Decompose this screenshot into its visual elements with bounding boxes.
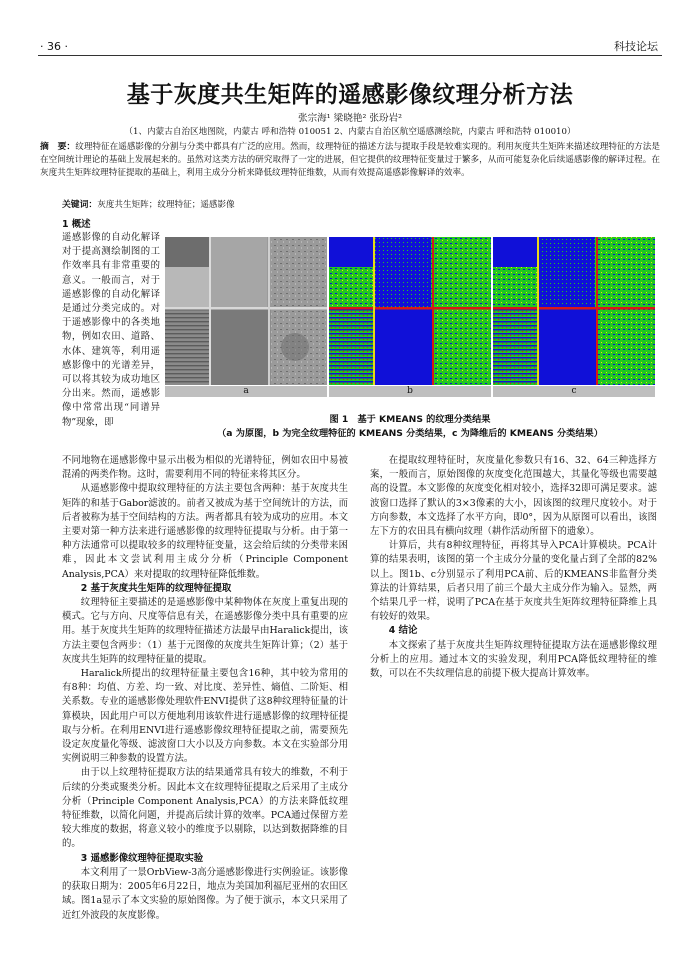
section-2-paragraph-1: 纹理特征主要描述的是遥感影像中某种物体在灰度上重复出现的模式。它与方向、尺度等信息有关，在遥感影像分类中具有重要的应用。基于灰度共生矩阵的纹理特征描述方法最早由Haralick提出，该方法主要包含两步：（1）基于元图像的灰度共生矩阵计算；（2）基于灰度共生矩阵的纹理特征量的提取。 bbox=[62, 597, 348, 665]
header-rule bbox=[38, 55, 662, 56]
section-3-paragraph-2: 在提取纹理特征时，灰度量化参数只有16、32、64三种选择方案，一般而言，原始图像的灰度变化范围越大，其量化等级也需要越高的设置。本文影像的灰度变化相对较小，选择32即可满足要求。滤波窗口选择了默认的3×3像素的大小，因该图的纹理尺度较小。对于方向参数，本文选择了水平方向，即0°，因为从原图可以看出，该图左下方的农田具有横向纹理（耕作活动所留下的遗象）。 bbox=[370, 455, 657, 538]
figure-panel-a-label: a bbox=[165, 386, 327, 397]
section-1-title: 1 概述 bbox=[62, 219, 91, 230]
figure-panel-c-image bbox=[493, 237, 655, 385]
section-2-title: 2 基于灰度共生矩阵的纹理特征提取 bbox=[80, 582, 232, 594]
section-1-paragraph-1-continued: 不同地物在遥感影像中显示出极为相似的光谱特征，例如农田中易被混淆的两类作物。这时，需要利用不同的特征来将其区分。 bbox=[62, 455, 348, 481]
abstract-text: 纹理特征在遥感影像的分割与分类中都具有广泛的应用。然而，纹理特征的描述方法与提取手段是较难实现的。利用灰度共生矩阵来描述纹理特征的方法是在空间统计理论的基础上发展起来的。虽然对这类方法的研究取得了一定的进展，但它提供的纹理特征变量过于繁多，从而可能复杂化后续遥感影像的解译过程。在灰度共生矩阵纹理特征提取的基础上，利用主成分分析来降低纹理特征维数，从而有效提高遥感影像解译的效率。 bbox=[40, 142, 660, 178]
abstract-label: 摘 要： bbox=[40, 142, 76, 152]
keywords bbox=[62, 199, 235, 212]
section-3-paragraph-3: 计算后，共有8种纹理特征，再将其导入PCA计算模块。PCA计算的结果表明，该图的第一个主成分分量的变化量占到了全部的82%以上。图1b、c分别显示了利用PCA前、后的KMEANS非监督分类算法的计算结果，后者只用了前三个最大主成分作为输入。显然，两个结果几乎一样，说明了PCA在基于灰度共生矩阵纹理特征降维上具有较好的效果。 bbox=[370, 540, 657, 623]
keywords-text: 灰度共生矩阵；纹理特征；遥感影像 bbox=[97, 200, 235, 210]
figure-panel-a-image bbox=[165, 237, 327, 385]
figure-caption-subtitle: （a 为原图，b 为完全纹理特征的 KMEANS 分类结果，c 为降维后的 KMEANS 分类结果） bbox=[217, 428, 603, 439]
section-1-paragraph-2: 从遥感影像中提取纹理特征的方法主要包含两种：基于灰度共生矩阵的和基于Gabor滤波的。前者又被成为基于空间统计的方法，而后者被称为基于空间结构的方法。两者都具有较为成功的应用。本文主要对第一种方法来进行遥感影像的纹理特征提取与分析。由于第一种方法通常可以提取较多的纹理特征变量，这会给后续的分类带来困难，因此本文尝试利用主成分分析（Principle Component Analysis,PCA）来对提取的纹理特征降低维数。 bbox=[62, 483, 348, 580]
journal-name: 科技论坛 bbox=[614, 40, 658, 53]
figure-panel-c-label: c bbox=[493, 386, 655, 397]
section-3-title: 3 遥感影像纹理特征提取实验 bbox=[80, 852, 204, 864]
section-1-narrow-text: 遥感影像的自动化解译对于提高测绘制图的工作效率具有非常重要的意义。一般而言，对于遥感影像的自动化解译是通过分类完成的。对于遥感影像中的各类地物，例如农田、道路、水体、建筑等，利用遥感影像中的光谱差异，可以将其较为成功地区分出来。然而，遥感影像中常常出现“同谱异物”现象，即 bbox=[62, 232, 160, 428]
section-2-paragraph-2: Haralick所提出的纹理特征量主要包含16种，其中较为常用的有8种：均值、方差、均一致、对比度、差异性、熵值、二阶矩、相关系数。专业的遥感影像处理软件ENVI提供了这8种纹理特征量的计算模块，因此用户可以方便地利用该软件进行遥感影像的纹理特征提取与分析。在利用ENVI进行遥感影像纹理特征提取之前，需要预先设定灰度量化等级、滤波窗口大小以及方向参数。本文在实验部分用实例说明三种参数的设置方法。 bbox=[62, 668, 348, 765]
section-3-paragraph-1: 本文利用了一景OrbView-3高分遥感影像进行实例验证。该影像的获取日期为：2005年6月22日，地点为美国加利福尼亚州的农田区域。图1a显示了本文实验的原始图像。为了便于演示，本文只采用了近红外波段的灰度影像。 bbox=[62, 866, 348, 921]
left-column bbox=[62, 454, 348, 923]
authors: 张宗海¹ 梁晓艳² 张玢岩² bbox=[298, 113, 402, 124]
section-2-paragraph-3: 由于以上纹理特征提取方法的结果通常具有较大的维数，不利于后续的分类或聚类分析。因此本文在纹理特征提取之后采用了主成分分析（Principle Component Analysis,PCA）的方法来降低纹理特征维数，以简化问题，并提高后续计算的效率。PCA通过保留方差较大维度的数据，将意义较小的维度予以剔除，以达到数据降维的目的。 bbox=[62, 767, 348, 850]
affiliation: （1、内蒙古自治区地图院，内蒙古 呼和浩特 010051 2、内蒙古自治区航空遥感测绘院，内蒙古 呼和浩特 010010） bbox=[124, 127, 576, 137]
section-4-paragraph-1: 本文探索了基于灰度共生矩阵纹理特征提取方法在遥感影像纹理分析上的应用。通过本文的实验发现，利用PCA降低纹理特征的维数，可以在不失纹理信息的前提下极大提高计算效率。 bbox=[370, 639, 657, 680]
page-number: · 36 · bbox=[40, 40, 68, 53]
figure-panel-b-image bbox=[329, 237, 491, 385]
figure-panel-b-label: b bbox=[329, 386, 491, 397]
keywords-label: 关键词： bbox=[62, 200, 98, 210]
article-title: 基于灰度共生矩阵的遥感影像纹理分析方法 bbox=[126, 82, 574, 108]
figure-caption-title: 图 1 基于 KMEANS 的纹理分类结果 bbox=[329, 414, 491, 425]
figure-1 bbox=[165, 237, 655, 397]
section-4-title: 4 结论 bbox=[388, 625, 418, 637]
abstract bbox=[40, 141, 660, 180]
right-column bbox=[370, 454, 657, 681]
